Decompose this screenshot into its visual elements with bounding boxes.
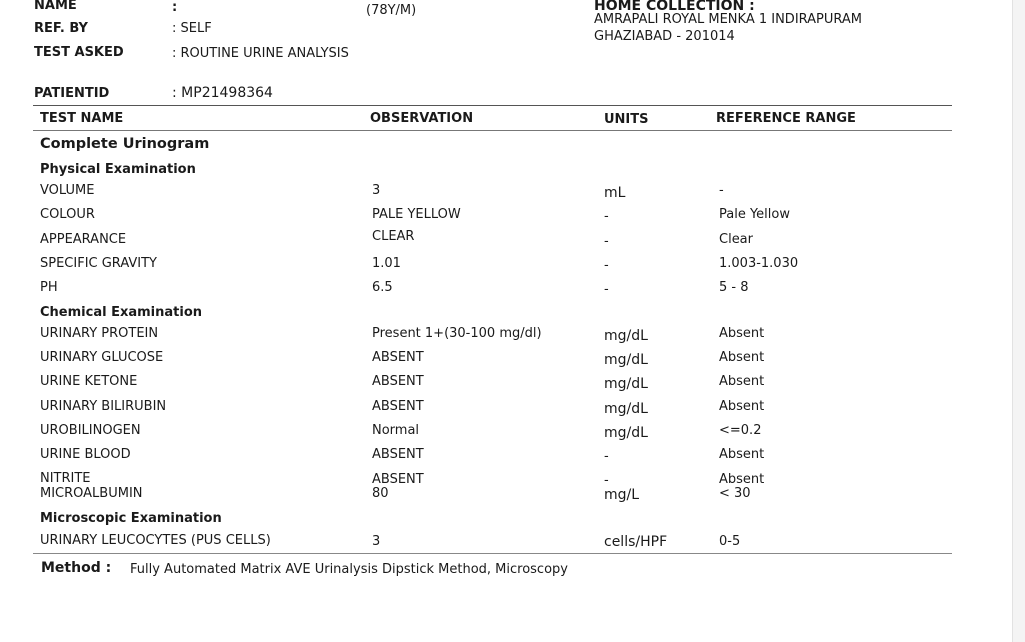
observation: 3 <box>372 183 381 198</box>
reference-range: < 30 <box>719 486 751 501</box>
observation: 3 <box>372 534 381 549</box>
col-header-observation: OBSERVATION <box>370 111 474 126</box>
observation: ABSENT <box>372 399 424 414</box>
unit: - <box>604 473 609 488</box>
address-line-2: GHAZIABAD - 201014 <box>594 29 735 44</box>
patient-id-value: : MP21498364 <box>172 85 273 101</box>
reference-range: - <box>719 183 724 198</box>
test-name: VOLUME <box>40 183 95 198</box>
home-collection-label: HOME COLLECTION : <box>594 0 755 14</box>
name-colon: : <box>172 0 178 15</box>
table-header-rule <box>33 130 952 131</box>
test-name: URINARY GLUCOSE <box>40 350 164 365</box>
unit: mg/dL <box>604 401 648 417</box>
reference-range: 5 - 8 <box>719 280 749 295</box>
col-header-test-name: TEST NAME <box>40 111 124 126</box>
test-name: URINE BLOOD <box>40 447 131 462</box>
method-label: Method : <box>41 560 112 576</box>
ref-by-value: : SELF <box>172 21 212 36</box>
section-physical: Physical Examination <box>40 162 196 177</box>
unit: mg/L <box>604 487 640 503</box>
reference-range: 0-5 <box>719 534 741 549</box>
reference-range: 1.003-1.030 <box>719 256 799 271</box>
patient-id-label: PATIENTID <box>34 86 110 101</box>
col-header-reference-range: REFERENCE RANGE <box>716 111 856 126</box>
observation: 80 <box>372 486 389 501</box>
panel-title: Complete Urinogram <box>40 136 210 152</box>
test-asked-label: TEST ASKED <box>34 45 124 60</box>
reference-range: Absent <box>719 447 765 462</box>
reference-range: Absent <box>719 399 765 414</box>
test-name: PH <box>40 280 58 295</box>
observation: Normal <box>372 423 420 438</box>
test-name: APPEARANCE <box>40 232 127 247</box>
reference-range: Pale Yellow <box>719 207 790 222</box>
observation: 6.5 <box>372 280 393 295</box>
unit: - <box>604 449 609 464</box>
test-name: URINARY BILIRUBIN <box>40 399 167 414</box>
vertical-scrollbar[interactable] <box>1012 0 1025 642</box>
reference-range: Absent <box>719 472 765 487</box>
unit: - <box>604 209 609 224</box>
observation: 1.01 <box>372 256 401 271</box>
observation: PALE YELLOW <box>372 207 461 222</box>
test-name: UROBILINOGEN <box>40 423 141 438</box>
reference-range: Clear <box>719 232 753 247</box>
section-microscopic: Microscopic Examination <box>40 511 222 526</box>
unit: - <box>604 258 609 273</box>
col-header-units: UNITS <box>604 112 649 127</box>
observation: ABSENT <box>372 350 424 365</box>
observation: ABSENT <box>372 472 424 487</box>
reference-range: <=0.2 <box>719 423 762 438</box>
observation: ABSENT <box>372 447 424 462</box>
test-name: URINARY LEUCOCYTES (PUS CELLS) <box>40 533 271 548</box>
unit: cells/HPF <box>604 534 668 550</box>
table-top-rule <box>33 105 952 106</box>
table-bottom-rule <box>33 553 952 554</box>
test-name: URINE KETONE <box>40 374 138 389</box>
test-name: MICROALBUMIN <box>40 486 143 501</box>
unit: mL <box>604 185 626 201</box>
reference-range: Absent <box>719 374 765 389</box>
name-label: NAME <box>34 0 77 13</box>
unit: mg/dL <box>604 376 648 392</box>
unit: mg/dL <box>604 425 648 441</box>
observation: ABSENT <box>372 374 424 389</box>
unit: - <box>604 234 609 249</box>
unit: mg/dL <box>604 352 648 368</box>
method-text: Fully Automated Matrix AVE Urinalysis Dipstick Method, Microscopy <box>130 562 568 577</box>
observation: CLEAR <box>372 229 415 244</box>
test-name: URINARY PROTEIN <box>40 326 159 341</box>
observation: Present 1+(30-100 mg/dl) <box>372 326 542 341</box>
section-chemical: Chemical Examination <box>40 305 202 320</box>
unit: mg/dL <box>604 328 648 344</box>
reference-range: Absent <box>719 350 765 365</box>
test-name: COLOUR <box>40 207 95 222</box>
test-name: SPECIFIC GRAVITY <box>40 256 157 271</box>
address-line-1: AMRAPALI ROYAL MENKA 1 INDIRAPURAM <box>594 12 863 27</box>
unit: - <box>604 282 609 297</box>
test-name: NITRITE <box>40 471 91 486</box>
ref-by-label: REF. BY <box>34 21 88 36</box>
age-sex-value: (78Y/M) <box>366 3 417 18</box>
test-asked-value: : ROUTINE URINE ANALYSIS <box>172 46 349 61</box>
reference-range: Absent <box>719 326 765 341</box>
